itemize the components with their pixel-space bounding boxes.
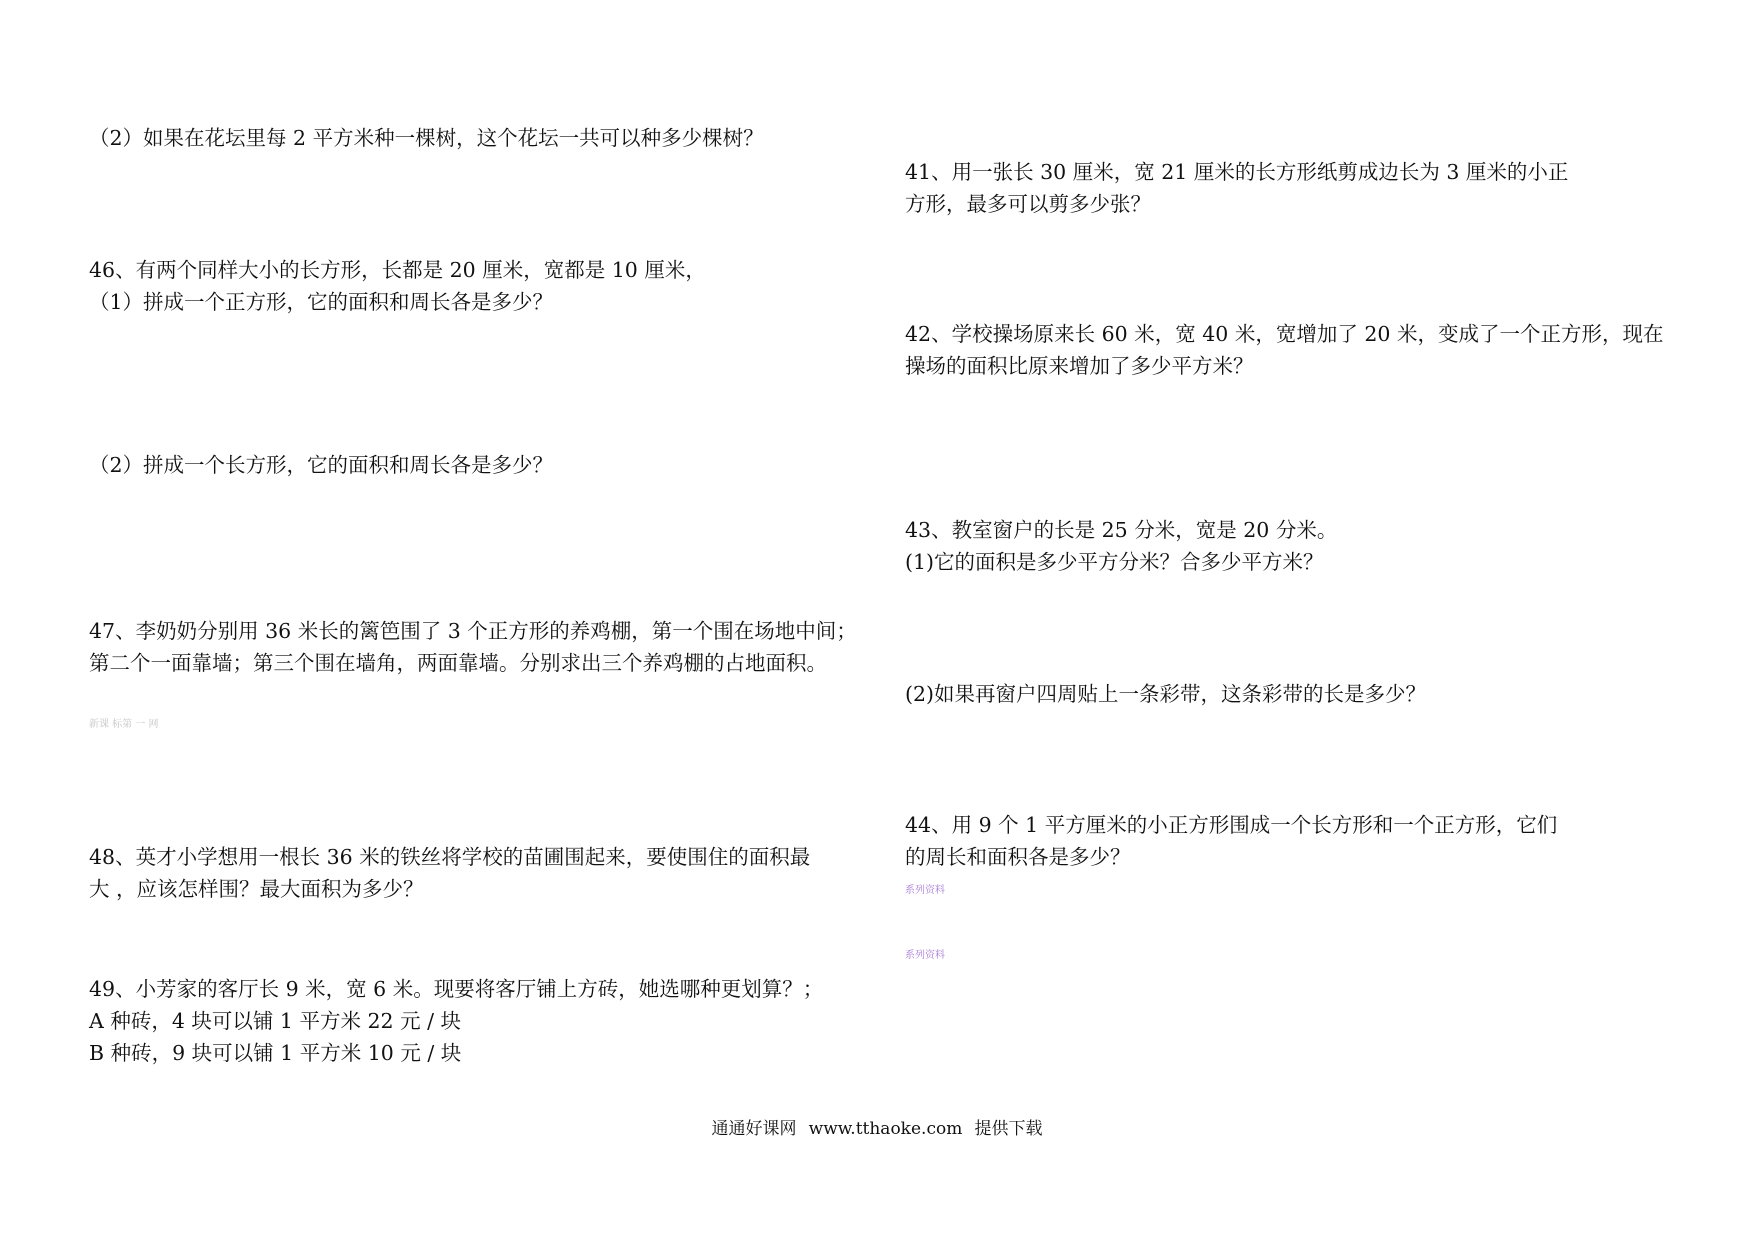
q45-part2-text: （2）如果在花坛里每 2 平方米种一棵树，这个花坛一共可以种多少棵树？ — [89, 126, 764, 150]
q43-part1-text: (1)它的面积是多少平方分米？合多少平方米？ — [905, 550, 1324, 574]
q49-line1-text: 49、小芳家的客厅长 9 米，宽 6 米。现要将客厅铺上方砖，她选哪种更划算？； — [89, 977, 824, 1001]
q47-line1-text: 47、李奶奶分别用 36 米长的篱笆围了 3 个正方形的养鸡棚，第一个围在场地中间； — [89, 619, 857, 643]
footer-site-url: www.tthaoke.com — [808, 1119, 963, 1139]
q46-title-text: 46、有两个同样大小的长方形，长都是 20 厘米，宽都是 10 厘米， — [89, 258, 706, 282]
q49-option-b-text: B 种砖，9 块可以铺 1 平方米 10 元 / 块 — [89, 1041, 462, 1065]
q48-line2-text: 大 ，应该怎样围？最大面积为多少？ — [89, 877, 424, 901]
q46-part1-text: （1）拼成一个正方形，它的面积和周长各是多少？ — [89, 290, 554, 314]
watermark-text: 系列资料 — [905, 950, 945, 961]
q48-line1-text: 48、英才小学想用一根长 36 米的铁丝将学校的苗圃围起来，要使围住的面积最 — [89, 845, 811, 869]
q43-part2-text: (2)如果再窗户四周贴上一条彩带，这条彩带的长是多少？ — [905, 682, 1427, 706]
q43-title-text: 43、教室窗户的长是 25 分米，宽是 20 分米。 — [905, 518, 1338, 542]
q46-part2-text: （2）拼成一个长方形，它的面积和周长各是多少？ — [89, 453, 554, 477]
q42-line1-text: 42、学校操场原来长 60 米，宽 40 米，宽增加了 20 米，变成了一个正方形，现在 — [905, 322, 1664, 346]
q44-line2-text: 的周长和面积各是多少？ — [905, 845, 1131, 869]
page-footer — [0, 1118, 1754, 1140]
q42-line2-text: 操场的面积比原来增加了多少平方米？ — [905, 354, 1254, 378]
q47-line2-text: 第二个一面靠墙；第三个围在墙角，两面靠墙。分别求出三个养鸡棚的占地面积。 — [89, 651, 827, 675]
footer-download-text: 提供下载 — [974, 1119, 1043, 1139]
q41-line1-text: 41、用一张长 30 厘米，宽 21 厘米的长方形纸剪成边长为 3 厘米的小正 — [905, 160, 1569, 184]
footer-site-name: 通通好课网 — [711, 1119, 797, 1139]
watermark-text: 系列资料 — [905, 885, 945, 896]
q44-line1-text: 44、用 9 个 1 平方厘米的小正方形围成一个长方形和一个正方形，它们 — [905, 813, 1558, 837]
watermark-text: 新课 标第 一 网 — [89, 719, 159, 730]
q49-option-a-text: A 种砖，4 块可以铺 1 平方米 22 元 / 块 — [89, 1009, 462, 1033]
q41-line2-text: 方形，最多可以剪多少张？ — [905, 192, 1151, 216]
